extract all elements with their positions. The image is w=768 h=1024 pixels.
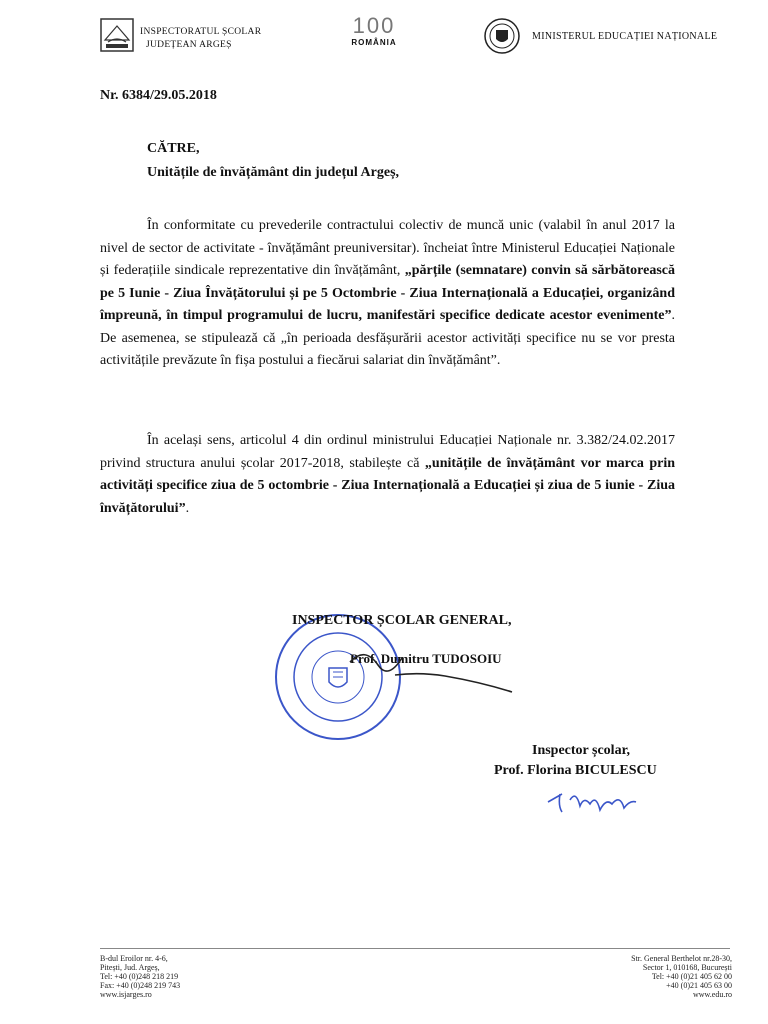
isj-name <box>140 26 261 52</box>
paragraph-2 <box>100 430 675 520</box>
footer-left-line: B-dul Eroilor nr. 4-6, <box>100 954 168 963</box>
school-inspector-title: Inspector școlar, <box>532 743 630 758</box>
p2-text-a: În același sens, articolul 4 din ordinul ministrului Educației Naționale nr. 3.382/24.02.2017 privind structura anului școlar 2017-2018, stabilește că <box>100 433 675 471</box>
school-inspector-name: Prof. Florina BICULESCU <box>494 763 657 778</box>
paragraph-1 <box>100 215 675 373</box>
footer-left-line: Pitești, Jud. Argeș, <box>100 963 160 972</box>
signature-1-stroke <box>330 640 520 710</box>
footer-right <box>631 954 732 999</box>
ministry-name: MINISTERUL EDUCAȚIEI NAȚIONALE <box>532 31 718 42</box>
isj-line2: JUDEȚEAN ARGEȘ <box>146 40 232 50</box>
footer-right-link[interactable]: www.edu.ro <box>692 990 732 999</box>
general-inspector-name: Prof. Dumitru TUDOSOIU <box>350 651 502 666</box>
p1-text-c: . De asemenea, se stipulează că „în perioada desfășurării acestor activități specifice nu se vor presta activitățile prevăzute în fișa postului a fiecărui salariat din învățământ”. <box>100 308 675 368</box>
ministry-crest-icon <box>484 18 520 54</box>
signature-2-stroke <box>540 782 650 822</box>
p2-text-c: . <box>185 500 190 516</box>
salutation: CĂTRE, <box>147 141 200 156</box>
isj-line1: INSPECTORATUL ȘCOLAR <box>140 27 262 37</box>
p1-quote: „părțile (semnatare) convin să sărbătorească pe 5 Iunie - Ziua Învățătorului și pe 5 Octombrie - Ziua Internațională a Educației, organizând împreună, în timpul programului de lucru, manifestări specifice dedicate acestor evenimente” <box>100 263 676 323</box>
footer-left-link[interactable]: www.isjarges.ro <box>100 990 152 999</box>
isj-logo <box>100 18 134 52</box>
centenary-label: ROMÂNIA <box>351 38 397 47</box>
footer-right-line: Sector 1, 010168, București <box>642 963 732 972</box>
general-inspector-title: INSPECTOR ȘCOLAR GENERAL, <box>292 613 512 628</box>
footer-left <box>100 954 180 999</box>
footer-left-line: Fax: +40 (0)248 219 743 <box>100 981 181 990</box>
recipient: Unitățile de învățământ din județul Argeș, <box>147 165 400 180</box>
document-number: Nr. 6384/29.05.2018 <box>100 88 217 103</box>
footer-right-line: +40 (0)21 405 63 00 <box>666 981 732 990</box>
centenary-logo <box>344 14 404 47</box>
centenary-number: 100 <box>352 13 396 38</box>
footer-left-line: Tel: +40 (0)248 218 219 <box>100 972 179 981</box>
footer-right-line: Str. General Berthelot nr.28-30, <box>631 954 732 963</box>
p2-quote: „unitățile de învățământ vor marca prin activități specifice ziua de 5 octombrie - Ziua Internațională a Educației și ziua de 5 iunie - Ziua învățătorului” <box>100 455 676 516</box>
footer-right-line: Tel: +40 (0)21 405 62 00 <box>651 972 732 981</box>
p1-text-a: În conformitate cu prevederile contractului colectiv de muncă unic (valabil în anul 2017 la nivel de sector de activitate - învățământ preuniversitar). încheiat între Ministerul Educației Naționale și federațiile sindicale reprezentative din învățământ, <box>100 218 675 278</box>
footer-rule <box>100 948 730 949</box>
